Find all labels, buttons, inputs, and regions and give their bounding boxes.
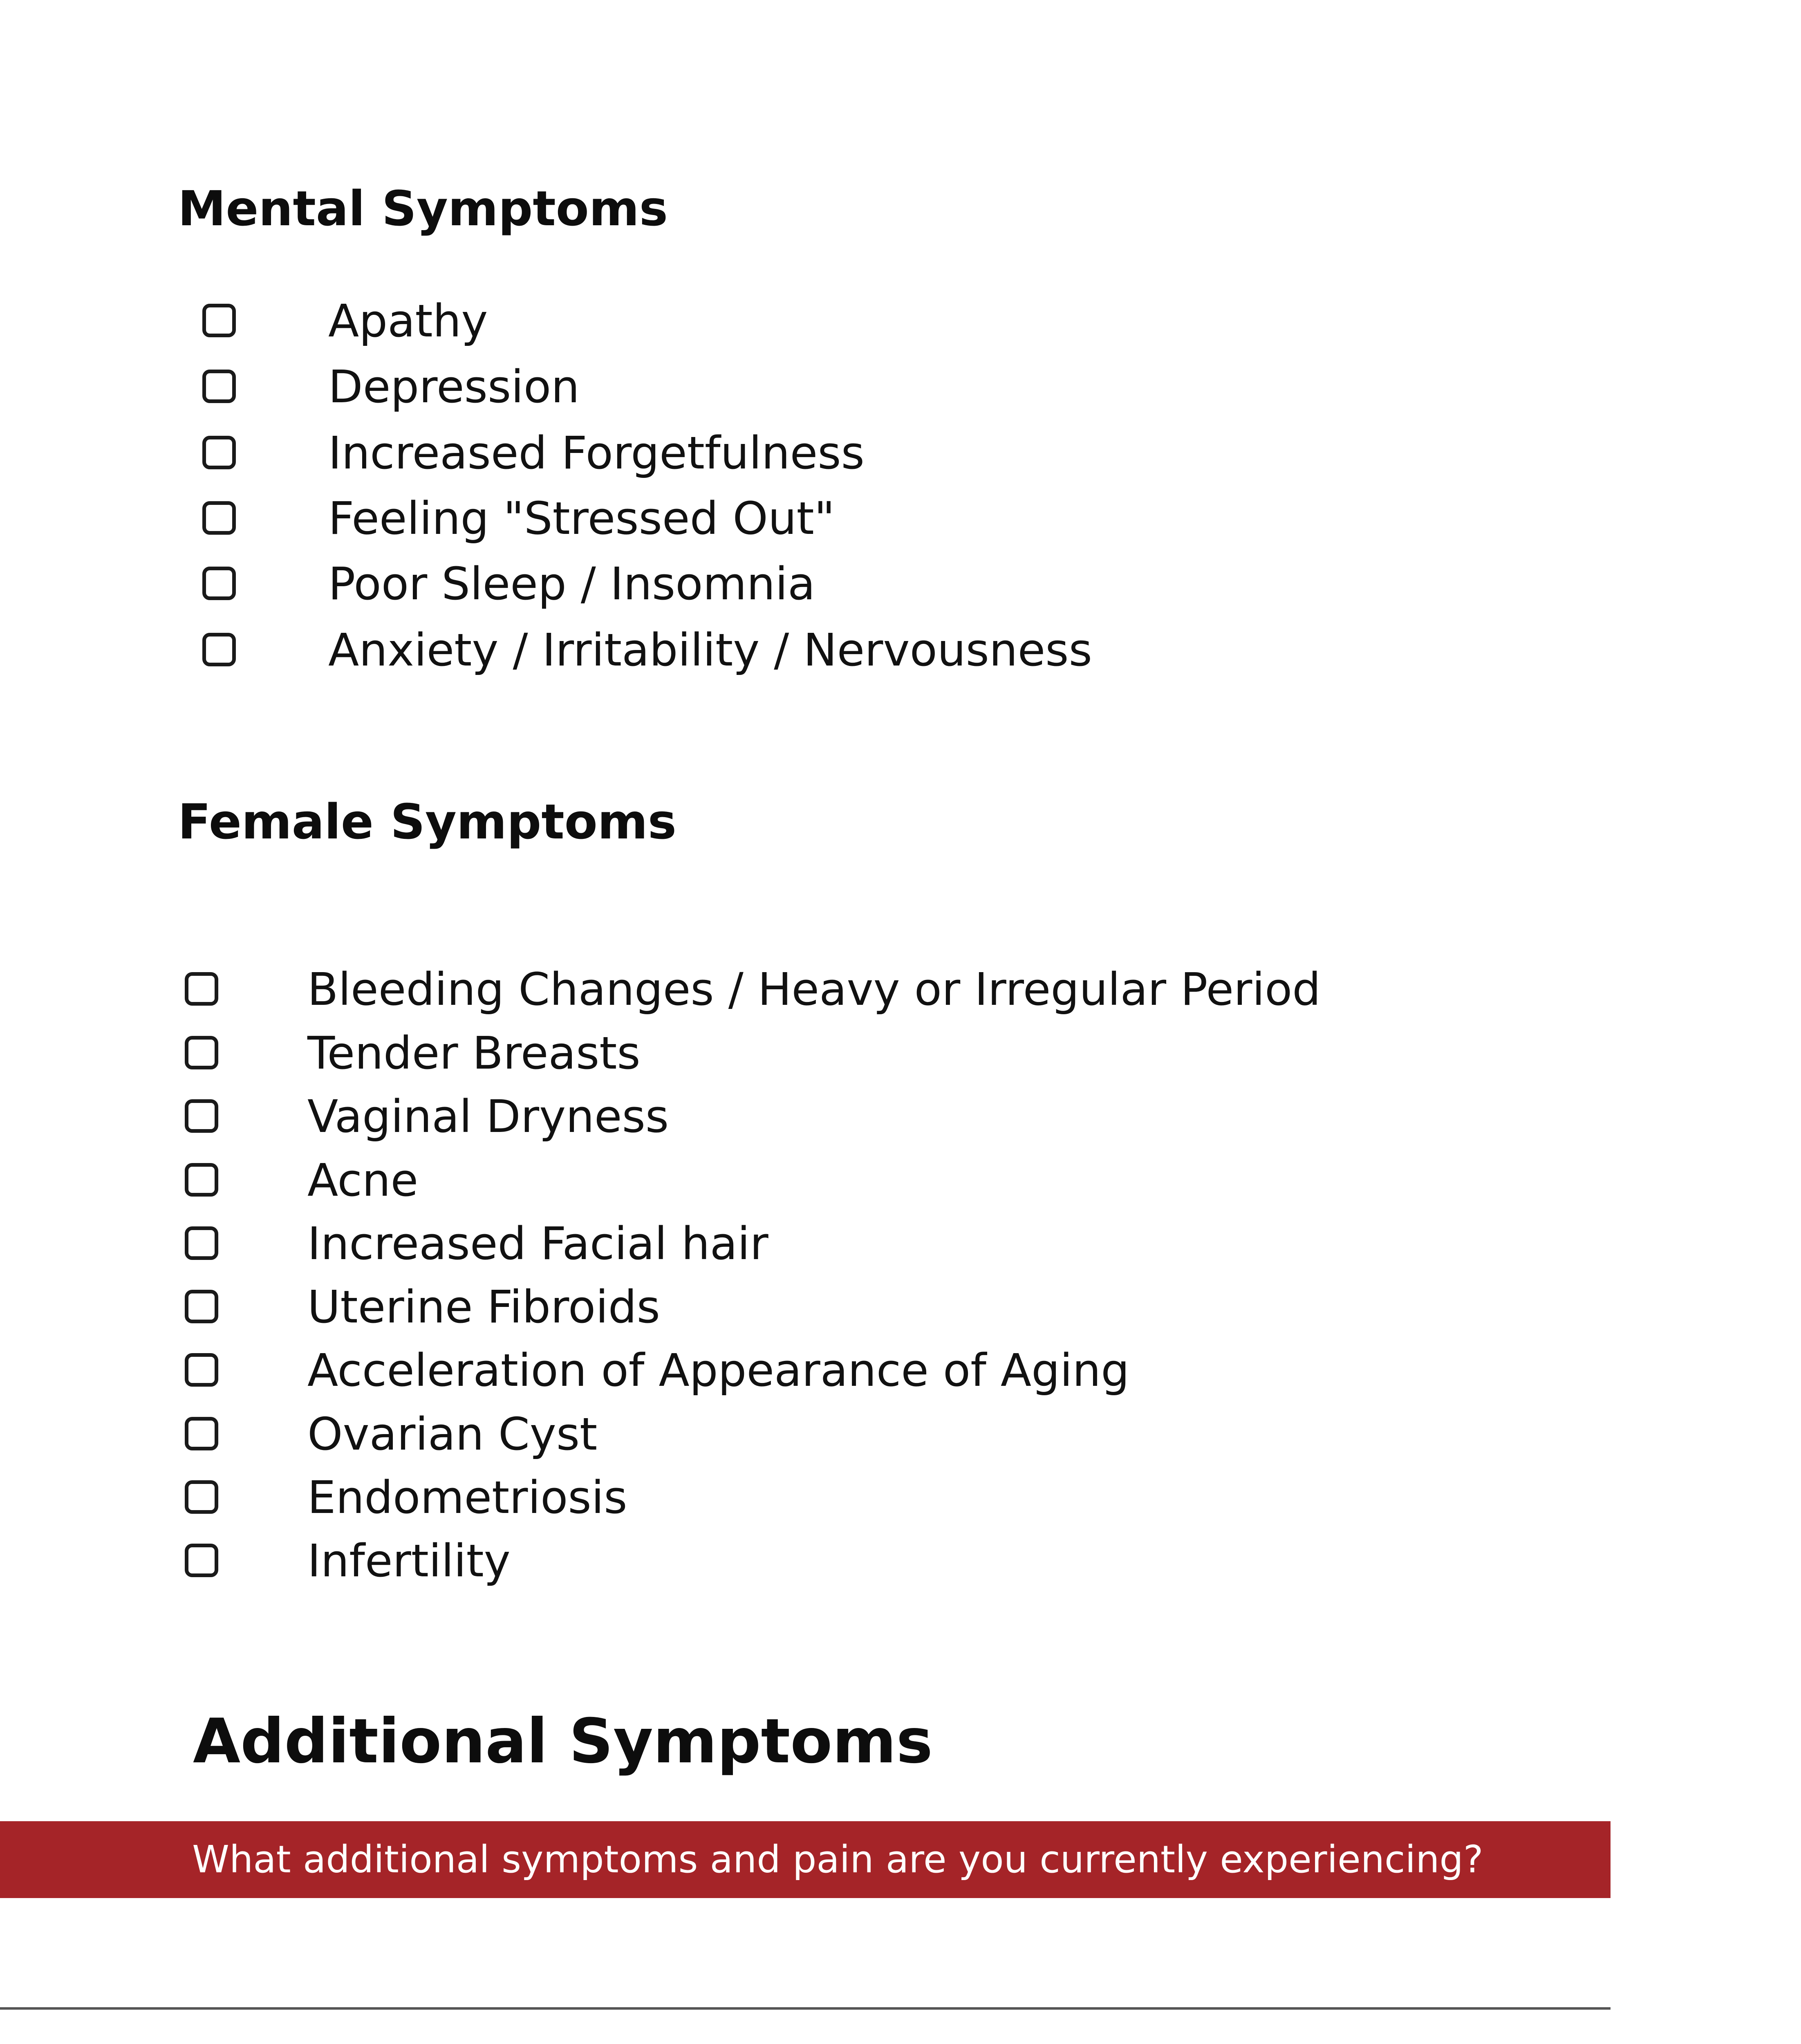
checkbox[interactable]	[185, 1480, 218, 1514]
female-symptoms-heading: Female Symptoms	[178, 793, 676, 850]
answer-line[interactable]	[0, 2007, 1611, 2010]
additional-symptoms-heading: Additional Symptoms	[193, 1706, 933, 1777]
checklist-item[interactable]	[185, 1156, 1575, 1205]
checkbox[interactable]	[202, 370, 236, 403]
checkbox[interactable]	[185, 1290, 218, 1323]
checklist-item-label: Acne	[307, 1154, 419, 1206]
checkbox[interactable]	[185, 1544, 218, 1577]
checklist-item[interactable]	[202, 625, 1592, 675]
checklist-item-label: Tender Breasts	[307, 1027, 641, 1079]
checkbox[interactable]	[202, 633, 236, 666]
checklist-item[interactable]	[185, 1282, 1575, 1331]
checklist-item-label: Depression	[328, 361, 580, 413]
checklist-item-label: Increased Facial hair	[307, 1217, 768, 1270]
checkbox[interactable]	[202, 304, 236, 337]
checkbox[interactable]	[185, 1226, 218, 1260]
checklist-item[interactable]	[202, 362, 1592, 411]
checklist-item-label: Poor Sleep / Insomnia	[328, 558, 815, 610]
checklist-item-label: Uterine Fibroids	[307, 1281, 660, 1333]
checklist-item[interactable]	[185, 1536, 1575, 1585]
mental-symptoms-heading: Mental Symptoms	[178, 180, 668, 237]
checklist-item[interactable]	[185, 1410, 1575, 1459]
checkbox[interactable]	[202, 501, 236, 535]
checklist-item[interactable]	[202, 428, 1592, 477]
checkbox[interactable]	[202, 436, 236, 469]
checklist-item[interactable]	[185, 1029, 1575, 1078]
checklist-item[interactable]	[185, 1092, 1575, 1141]
checklist-item-label: Increased Forgetfulness	[328, 427, 865, 479]
checklist-item-label: Vaginal Dryness	[307, 1090, 669, 1143]
checklist-item-label: Acceleration of Appearance of Aging	[307, 1344, 1130, 1396]
checklist-item[interactable]	[202, 296, 1592, 345]
checklist-item-label: Anxiety / Irritability / Nervousness	[328, 624, 1092, 676]
checklist-item-label: Feeling "Stressed Out"	[328, 492, 835, 545]
additional-symptoms-question: What additional symptoms and pain are you currently experiencing?	[192, 1838, 1483, 1881]
additional-symptoms-prompt-bar	[0, 1821, 1611, 1898]
checkbox[interactable]	[185, 972, 218, 1006]
checkbox[interactable]	[185, 1417, 218, 1450]
checklist-item[interactable]	[185, 1219, 1575, 1268]
checklist-item[interactable]	[202, 559, 1592, 608]
checkbox[interactable]	[185, 1036, 218, 1069]
checkbox[interactable]	[202, 567, 236, 600]
checklist-item[interactable]	[202, 494, 1592, 543]
checklist-item[interactable]	[185, 1473, 1575, 1522]
checklist-item-label: Infertility	[307, 1535, 511, 1587]
checklist-item[interactable]	[185, 1346, 1575, 1395]
checkbox[interactable]	[185, 1163, 218, 1197]
checklist-item-label: Bleeding Changes / Heavy or Irregular Period	[307, 963, 1321, 1015]
checklist-item-label: Ovarian Cyst	[307, 1408, 598, 1460]
checklist-item-label: Endometriosis	[307, 1471, 627, 1524]
checklist-item-label: Apathy	[328, 295, 488, 347]
checkbox[interactable]	[185, 1099, 218, 1133]
checkbox[interactable]	[185, 1353, 218, 1387]
checklist-item[interactable]	[185, 965, 1575, 1014]
